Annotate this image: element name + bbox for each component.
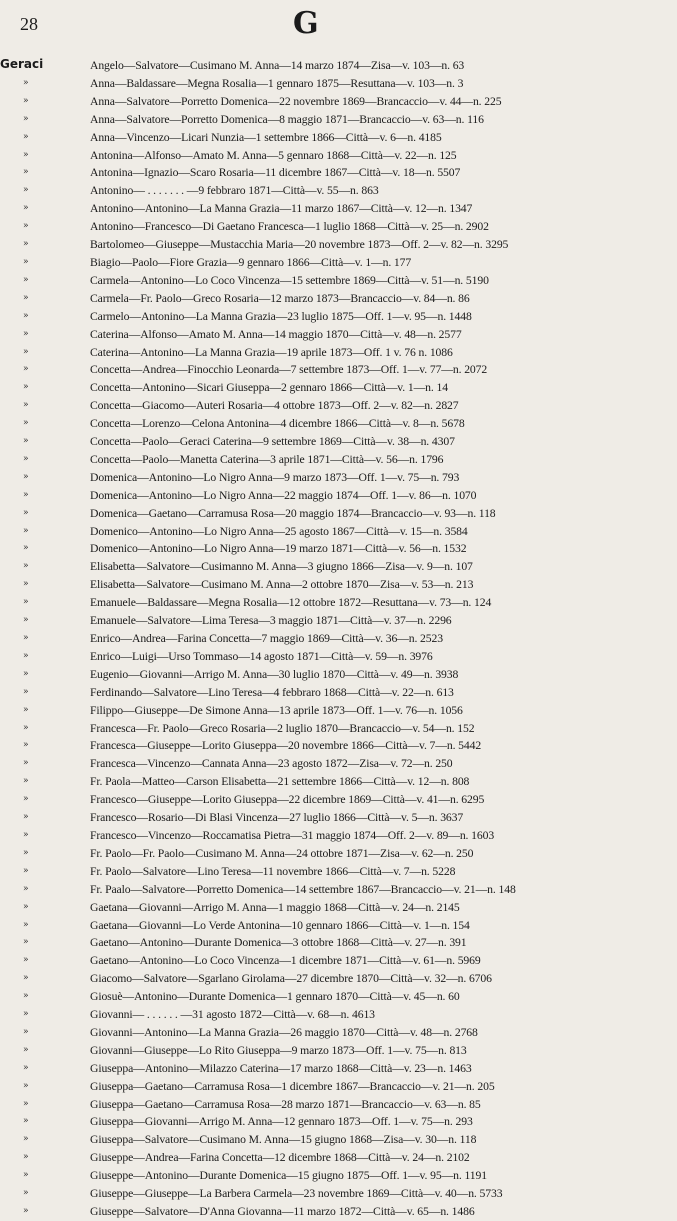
register-entry [0, 630, 677, 648]
entry-text: Giuseppa—Gaetano—Carramusa Rosa—1 dicembre 1867—Brancaccio—v. 21—n. 205 [90, 1079, 495, 1093]
entry-text: Antonino— . . . . . . . —9 febbraro 1871—Città—v. 55—n. 863 [90, 184, 379, 198]
ditto-mark: » [23, 650, 29, 661]
register-entry [0, 755, 677, 773]
register-entry [0, 988, 677, 1006]
ditto-mark: » [23, 256, 29, 267]
entry-text: Domenica—Gaetano—Carramusa Rosa—20 maggio 1874—Brancaccio—v. 93—n. 118 [90, 506, 496, 520]
ditto-mark: » [23, 95, 29, 106]
entry-text: Concetta—Lorenzo—Celona Antonina—4 dicembre 1866—Città—v. 8—n. 5678 [90, 417, 465, 431]
entry-text: Enrico—Luigi—Urso Tommaso—14 agosto 1871—Città—v. 59—n. 3976 [90, 649, 433, 663]
register-entry [0, 200, 677, 218]
entry-text: Emanuele—Baldassare—Megna Rosalia—12 ottobre 1872—Resuttana—v. 73—n. 124 [90, 596, 492, 610]
register-entry [0, 1131, 677, 1149]
entry-text: Elisabetta—Salvatore—Cusimanno M. Anna—3 giugno 1866—Zisa—v. 9—n. 107 [90, 560, 473, 574]
entry-text: Giovanni— . . . . . . —31 agosto 1872—Città—v. 68—n. 4613 [90, 1008, 375, 1022]
register-entry [0, 1096, 677, 1114]
ditto-mark: » [23, 991, 29, 1002]
register-entry [0, 290, 677, 308]
ditto-mark: » [23, 507, 29, 518]
entry-text: Fr. Paalo—Salvatore—Porretto Domenica—14 settembre 1867—Brancaccio—v. 21—n. 148 [90, 882, 516, 896]
ditto-mark: » [23, 1098, 29, 1109]
entry-text: Antonina—Alfonso—Amato M. Anna—5 gennaro 1868—Città—v. 22—n. 125 [90, 148, 457, 162]
entry-text: Antonino—Antonino—La Manna Grazia—11 marzo 1867—Città—v. 12—n. 1347 [90, 202, 473, 216]
page-number: 28 [20, 14, 38, 34]
register-entry [0, 1167, 677, 1185]
register-entry [0, 344, 677, 362]
register-entry [0, 326, 677, 344]
ditto-mark: » [23, 1009, 29, 1020]
register-entry [0, 809, 677, 827]
entry-text: Concetta—Paolo—Geraci Caterina—9 settembre 1869—Città—v. 38—n. 4307 [90, 435, 455, 449]
register-entry [0, 379, 677, 397]
ditto-mark: » [23, 704, 29, 715]
surname-heading: Geraci [0, 57, 44, 71]
entry-text: Giosuè—Antonino—Durante Domenica—1 gennaro 1870—Città—v. 45—n. 60 [90, 990, 460, 1004]
register-entry [0, 164, 677, 182]
register-entry [0, 540, 677, 558]
ditto-mark: » [23, 776, 29, 787]
ditto-mark: » [23, 686, 29, 697]
register-entry [0, 773, 677, 791]
register-entry [0, 505, 677, 523]
ditto-mark: » [23, 633, 29, 643]
register-entry [0, 236, 677, 254]
register-entry [0, 737, 677, 755]
entry-text: Fr. Paola—Matteo—Carson Elisabetta—21 settembre 1866—Città—v. 12—n. 808 [90, 775, 470, 789]
ditto-mark: » [23, 1116, 29, 1127]
register-entry [0, 1113, 677, 1131]
register-entry [0, 75, 677, 93]
register-entry [0, 361, 677, 379]
ditto-mark: » [23, 955, 29, 966]
entry-text: Carmelo—Antonino—La Manna Grazia—23 luglio 1875—Off. 1—v. 95—n. 1448 [90, 309, 472, 323]
ditto-mark: » [23, 149, 29, 160]
register-entry [0, 111, 677, 129]
register-entry [0, 308, 677, 326]
entry-text: Domenica—Antonino—Lo Nigro Anna—9 marzo 1873—Off. 1—v. 75—n. 793 [90, 470, 460, 484]
register-entry [0, 1149, 677, 1167]
ditto-mark: » [23, 382, 29, 393]
register-entry [0, 934, 677, 952]
entry-text: Anna—Salvatore—Porretto Domenica—8 maggio 1871—Brancaccio—v. 63—n. 116 [90, 112, 484, 126]
ditto-mark: » [23, 471, 29, 482]
entry-text: Gaetana—Giovanni—Lo Verde Antonina—10 gennaro 1866—Città—v. 1—n. 154 [90, 918, 470, 932]
ditto-mark: » [23, 758, 29, 769]
entry-text: Bartolomeo—Giuseppe—Mustacchia Maria—20 novembre 1873—Off. 2—v. 82—n. 3295 [90, 238, 509, 252]
entry-text: Biagio—Paolo—Fiore Grazia—9 gennaro 1866—Città—v. 1—n. 177 [90, 255, 412, 269]
register-entry [0, 881, 677, 899]
register-entry [0, 415, 677, 433]
ditto-mark: » [23, 1080, 29, 1091]
ditto-mark: » [23, 1206, 29, 1216]
entry-text: Concetta—Antonino—Sicari Giuseppa—2 gennaro 1866—Città—v. 1—n. 14 [90, 381, 448, 395]
ditto-mark: » [23, 1062, 29, 1073]
ditto-mark: » [23, 722, 29, 733]
entry-text: Francesco—Rosario—Di Blasi Vincenza—27 luglio 1866—Città—v. 5—n. 3637 [90, 811, 464, 825]
register-entries [0, 57, 677, 1221]
register-entry [0, 523, 677, 541]
register-entry [0, 487, 677, 505]
register-entry [0, 397, 677, 415]
register-entry [0, 1203, 677, 1221]
ditto-mark: » [23, 973, 29, 984]
entry-text: Enrico—Andrea—Farina Concetta—7 maggio 1869—Città—v. 36—n. 2523 [90, 632, 443, 645]
entry-text: Concetta—Giacomo—Auteri Rosaria—4 ottobre 1873—Off. 2—v. 82—n. 2827 [90, 399, 459, 413]
ditto-mark: » [23, 561, 29, 572]
ditto-mark: » [23, 167, 29, 178]
entry-text: Fr. Paolo—Salvatore—Lino Teresa—11 novembre 1866—Città—v. 7—n. 5228 [90, 864, 456, 878]
ditto-mark: » [23, 597, 29, 608]
ditto-mark: » [23, 812, 29, 823]
ditto-mark: » [23, 1044, 29, 1055]
ditto-mark: » [23, 239, 29, 250]
entry-text: Giuseppe—Salvatore—D'Anna Giovanna—11 marzo 1872—Città—v. 65—n. 1486 [90, 1205, 475, 1218]
ditto-mark: » [23, 865, 29, 876]
entry-text: Domenica—Antonino—Lo Nigro Anna—22 maggio 1874—Off. 1—v. 86—n. 1070 [90, 488, 477, 502]
entry-text: Filippo—Giuseppe—De Simone Anna—13 aprile 1873—Off. 1—v. 76—n. 1056 [90, 703, 463, 717]
entry-text: Fr. Paolo—Fr. Paolo—Cusimano M. Anna—24 ottobre 1871—Zisa—v. 62—n. 250 [90, 846, 474, 860]
ditto-mark: » [23, 310, 29, 321]
entry-text: Caterina—Antonino—La Manna Grazia—19 aprile 1873—Off. 1 v. 76 n. 1086 [90, 345, 453, 359]
register-entry [0, 218, 677, 236]
ditto-mark: » [23, 1134, 29, 1145]
ditto-mark: » [23, 489, 29, 500]
ditto-mark: » [23, 579, 29, 590]
ditto-mark: » [23, 113, 29, 124]
ditto-mark: » [23, 794, 29, 805]
entry-text: Francesca—Fr. Paolo—Greco Rosaria—2 luglio 1870—Brancaccio—v. 54—n. 152 [90, 721, 475, 735]
register-entry [0, 899, 677, 917]
entry-text: Francesco—Giuseppe—Lorito Giuseppa—22 dicembre 1869—Città—v. 41—n. 6295 [90, 793, 485, 807]
ditto-mark: » [23, 543, 29, 554]
register-entry [0, 1185, 677, 1203]
ditto-mark: » [23, 615, 29, 626]
register-entry [0, 93, 677, 111]
register-entry [0, 129, 677, 147]
entry-text: Gaetano—Antonino—Lo Coco Vincenza—1 dicembre 1871—Città—v. 61—n. 5969 [90, 954, 481, 968]
entry-text: Caterina—Alfonso—Amato M. Anna—14 maggio 1870—Città—v. 48—n. 2577 [90, 327, 462, 341]
register-entry [0, 612, 677, 630]
register-entry [0, 684, 677, 702]
register-entry [0, 917, 677, 935]
entry-text: Anna—Salvatore—Porretto Domenica—22 novembre 1869—Brancaccio—v. 44—n. 225 [90, 94, 502, 108]
register-entry [0, 827, 677, 845]
register-entry [0, 1024, 677, 1042]
entry-text: Elisabetta—Salvatore—Cusimano M. Anna—2 ottobre 1870—Zisa—v. 53—n. 213 [90, 578, 474, 592]
entry-text: Ferdinando—Salvatore—Lino Teresa—4 febbraro 1868—Città—v. 22—n. 613 [90, 685, 454, 699]
register-entry [0, 863, 677, 881]
entry-text: Gaetano—Antonino—Durante Domenica—3 ottobre 1868—Città—v. 27—n. 391 [90, 936, 467, 950]
register-entry [0, 254, 677, 272]
register-entry [0, 451, 677, 469]
register-entry [0, 57, 677, 75]
register-entry [0, 845, 677, 863]
register-entry [0, 720, 677, 738]
register-entry [0, 666, 677, 684]
entry-text: Giuseppa—Antonino—Milazzo Caterina—17 marzo 1868—Città—v. 23—n. 1463 [90, 1061, 472, 1075]
register-entry [0, 952, 677, 970]
register-entry [0, 558, 677, 576]
entry-text: Antonino—Francesco—Di Gaetano Francesca—1 luglio 1868—Città—v. 25—n. 2902 [90, 220, 489, 234]
entry-text: Gaetana—Giovanni—Arrigo M. Anna—1 maggio 1868—Città—v. 24—n. 2145 [90, 900, 460, 914]
register-entry [0, 1060, 677, 1078]
entry-text: Anna—Baldassare—Megna Rosalia—1 gennaro 1875—Resuttana—v. 103—n. 3 [90, 76, 464, 90]
entry-text: Giuseppe—Antonino—Durante Domenica—15 giugno 1875—Off. 1—v. 95—n. 1191 [90, 1169, 487, 1183]
register-entry [0, 1006, 677, 1024]
entry-text: Giacomo—Salvatore—Sgarlano Girolama—27 dicembre 1870—Città—v. 32—n. 6706 [90, 972, 492, 986]
ditto-mark: » [23, 740, 29, 751]
ditto-mark: » [23, 203, 29, 214]
register-entry [0, 182, 677, 200]
entry-text: Giuseppe—Andrea—Farina Concetta—12 dicembre 1868—Città—v. 24—n. 2102 [90, 1151, 470, 1165]
section-letter: G [293, 6, 319, 41]
ditto-mark: » [23, 937, 29, 948]
ditto-mark: » [23, 185, 29, 196]
entry-text: Giovanni—Antonino—La Manna Grazia—26 maggio 1870—Città—v. 48—n. 2768 [90, 1025, 478, 1039]
ditto-mark: » [23, 1188, 29, 1199]
register-entry [0, 1042, 677, 1060]
entry-text: Angelo—Salvatore—Cusimano M. Anna—14 marzo 1874—Zisa—v. 103—n. 63 [90, 59, 465, 72]
entry-text: Giuseppa—Giovanni—Arrigo M. Anna—12 gennaro 1873—Off. 1—v. 75—n. 293 [90, 1115, 473, 1129]
entry-text: Emanuele—Salvatore—Lima Teresa—3 maggio 1871—Città—v. 37—n. 2296 [90, 614, 452, 628]
register-entry [0, 576, 677, 594]
entry-text: Francesca—Giuseppe—Lorito Giuseppa—20 novembre 1866—Città—v. 7—n. 5442 [90, 739, 482, 753]
entry-text: Carmela—Fr. Paolo—Greco Rosaria—12 marzo 1873—Brancaccio—v. 84—n. 86 [90, 291, 470, 305]
ditto-mark: » [23, 77, 29, 88]
entry-text: Giuseppa—Gaetano—Carramusa Rosa—28 marzo 1871—Brancaccio—v. 63—n. 85 [90, 1097, 481, 1111]
entry-text: Antonina—Ignazio—Scaro Rosaria—11 dicembre 1867—Città—v. 18—n. 5507 [90, 166, 461, 180]
ditto-mark: » [23, 883, 29, 894]
register-entry [0, 433, 677, 451]
entry-text: Francesco—Vincenzo—Roccamatisa Pietra—31 maggio 1874—Off. 2—v. 89—n. 1603 [90, 828, 495, 842]
entry-text: Anna—Vincenzo—Licari Nunzia—1 settembre 1866—Città—v. 6—n. 4185 [90, 130, 442, 144]
ditto-mark: » [23, 418, 29, 429]
ditto-mark: » [23, 328, 29, 339]
ditto-mark: » [23, 668, 29, 679]
entry-text: Giuseppe—Giuseppe—La Barbera Carmela—23 novembre 1869—Città—v. 40—n. 5733 [90, 1187, 503, 1201]
ditto-mark: » [23, 221, 29, 232]
ditto-mark: » [23, 829, 29, 840]
entry-text: Concetta—Paolo—Manetta Caterina—3 aprile 1871—Città—v. 56—n. 1796 [90, 452, 444, 466]
entry-text: Carmela—Antonino—Lo Coco Vincenza—15 settembre 1869—Città—v. 51—n. 5190 [90, 273, 489, 287]
register-entry [0, 147, 677, 165]
ditto-mark: » [23, 919, 29, 930]
ditto-mark: » [23, 346, 29, 357]
ditto-mark: » [23, 131, 29, 142]
ditto-mark: » [23, 1026, 29, 1037]
ditto-mark: » [23, 292, 29, 303]
register-entry [0, 648, 677, 666]
entry-text: Domenico—Antonino—Lo Nigro Anna—25 agosto 1867—Città—v. 15—n. 3584 [90, 524, 468, 538]
ditto-mark: » [23, 453, 29, 464]
ditto-mark: » [23, 436, 29, 447]
register-entry [0, 1078, 677, 1096]
entry-text: Giuseppa—Salvatore—Cusimano M. Anna—15 giugno 1868—Zisa—v. 30—n. 118 [90, 1133, 477, 1147]
ditto-mark: » [23, 901, 29, 912]
ditto-mark: » [23, 847, 29, 858]
ditto-mark: » [23, 400, 29, 411]
register-entry [0, 791, 677, 809]
register-entry [0, 970, 677, 988]
register-entry [0, 594, 677, 612]
register-entry [0, 702, 677, 720]
ditto-mark: » [23, 1170, 29, 1181]
entry-text: Giovanni—Giuseppe—Lo Rito Giuseppa—9 marzo 1873—Off. 1—v. 75—n. 813 [90, 1043, 467, 1057]
entry-text: Concetta—Andrea—Finocchio Leonarda—7 settembre 1873—Off. 1—v. 77—n. 2072 [90, 363, 488, 377]
ditto-mark: » [23, 1152, 29, 1163]
ditto-mark: » [23, 364, 29, 375]
entry-text: Domenico—Antonino—Lo Nigro Anna—19 marzo 1871—Città—v. 56—n. 1532 [90, 542, 467, 556]
entry-text: Francesca—Vincenzo—Cannata Anna—23 agosto 1872—Zisa—v. 72—n. 250 [90, 757, 453, 771]
register-entry [0, 272, 677, 290]
ditto-mark: » [23, 274, 29, 285]
register-entry [0, 469, 677, 487]
ditto-mark: » [23, 525, 29, 536]
entry-text: Eugenio—Giovanni—Arrigo M. Anna—30 luglio 1870—Città—v. 49—n. 3938 [90, 667, 459, 681]
